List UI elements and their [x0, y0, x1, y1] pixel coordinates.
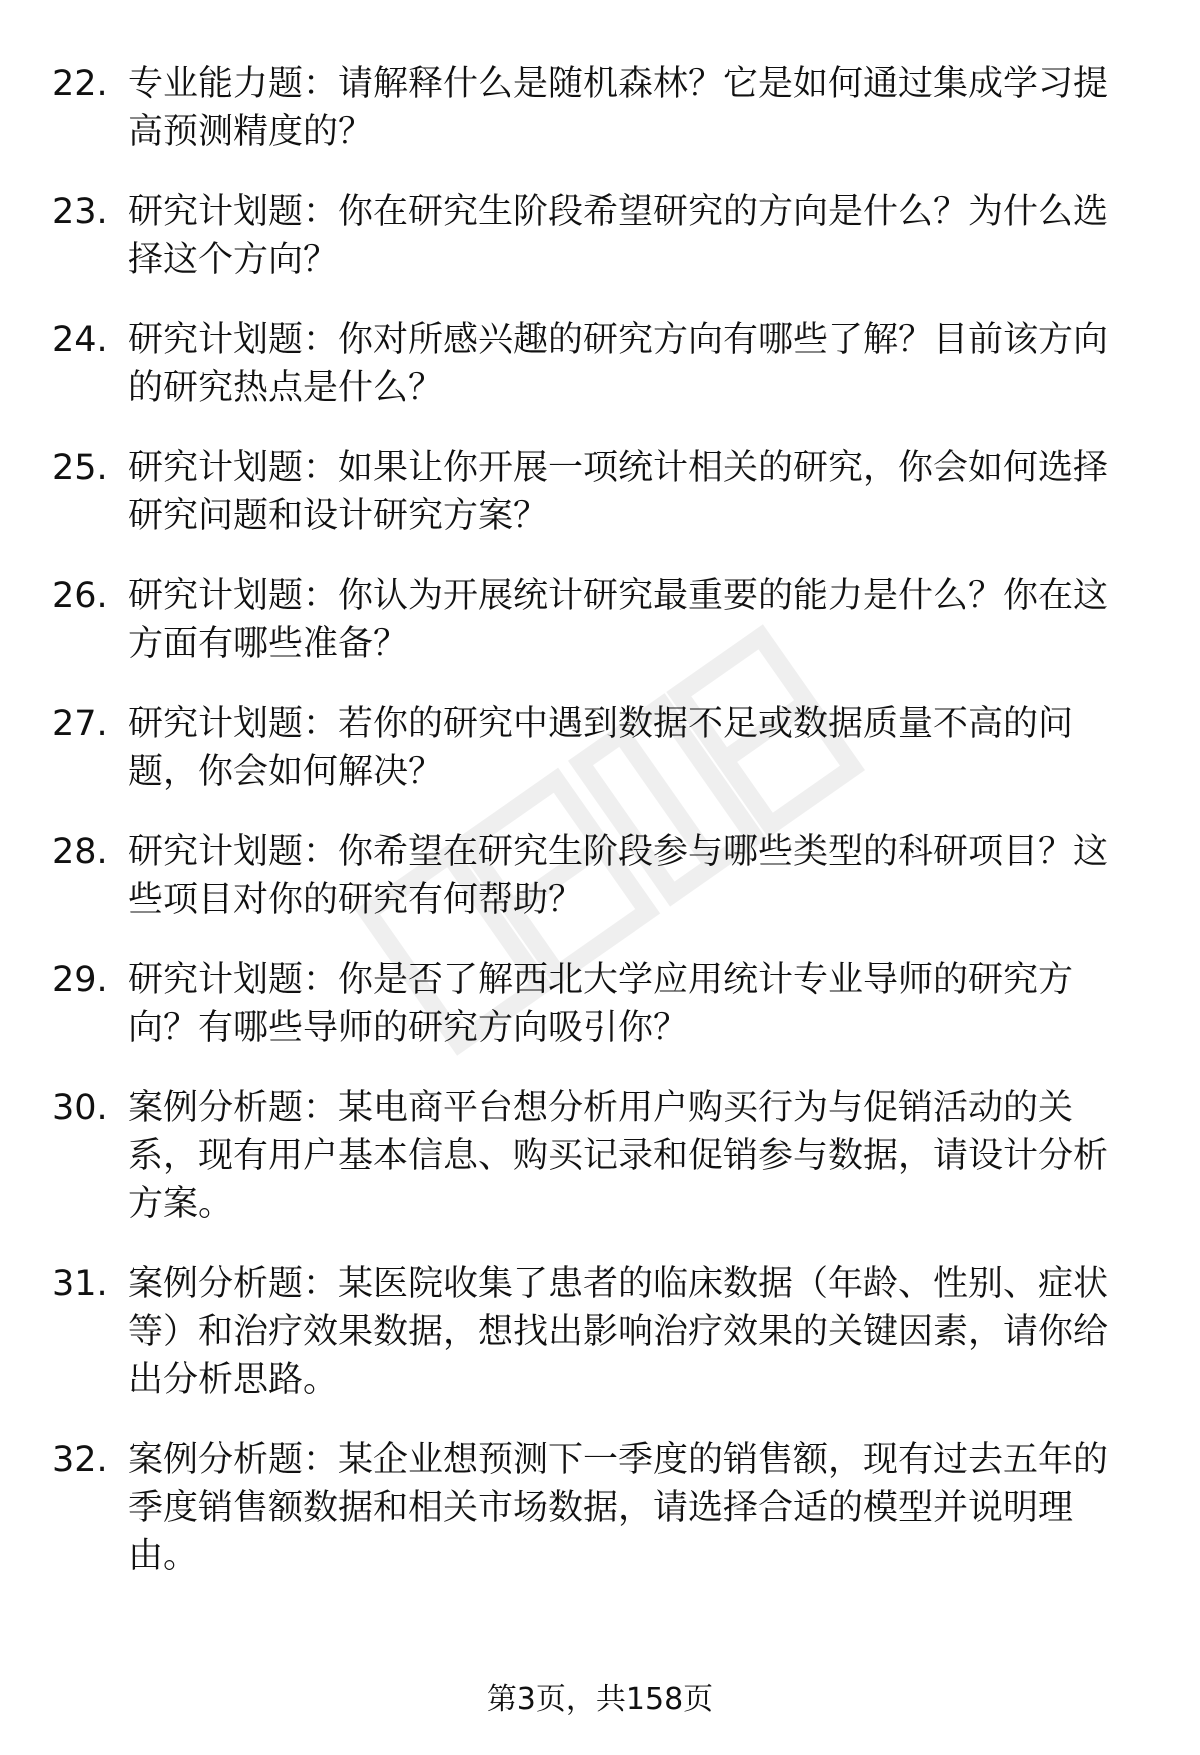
question-item-28	[52, 828, 1142, 924]
question-number: 29.	[52, 960, 108, 1000]
question-item-23	[52, 188, 1142, 284]
question-number: 30.	[52, 1088, 108, 1128]
question-text: 研究计划题：你是否了解西北大学应用统计专业导师的研究方向？有哪些导师的研究方向吸引你？	[128, 960, 1074, 1048]
question-text: 研究计划题：若你的研究中遇到数据不足或数据质量不高的问题，你会如何解决？	[128, 704, 1074, 792]
question-number: 31.	[52, 1264, 108, 1304]
question-number: 27.	[52, 704, 108, 744]
page-footer	[0, 1680, 1200, 1720]
question-item-27	[52, 700, 1142, 796]
question-item-31	[52, 1260, 1142, 1404]
question-number: 32.	[52, 1440, 108, 1480]
question-item-26	[52, 572, 1142, 668]
question-number: 23.	[52, 192, 108, 232]
question-text: 案例分析题：某电商平台想分析用户购买行为与促销活动的关系，现有用户基本信息、购买记录和促销参与数据，请设计分析方案。	[128, 1088, 1109, 1224]
question-item-22	[52, 60, 1142, 156]
question-number: 26.	[52, 576, 108, 616]
question-number: 22.	[52, 64, 108, 104]
question-text: 研究计划题：你认为开展统计研究最重要的能力是什么？你在这方面有哪些准备？	[128, 576, 1109, 664]
question-list	[52, 60, 1142, 1612]
question-text: 案例分析题：某医院收集了患者的临床数据（年龄、性别、症状等）和治疗效果数据，想找出影响治疗效果的关键因素，请你给出分析思路。	[128, 1264, 1109, 1400]
question-number: 25.	[52, 448, 108, 488]
question-item-30	[52, 1084, 1142, 1228]
question-item-29	[52, 956, 1142, 1052]
question-text: 研究计划题：如果让你开展一项统计相关的研究，你会如何选择研究问题和设计研究方案？	[128, 448, 1109, 536]
page-number-label: 第3页，共158页	[486, 1682, 714, 1717]
question-text: 专业能力题：请解释什么是随机森林？它是如何通过集成学习提高预测精度的？	[128, 64, 1109, 152]
question-number: 24.	[52, 320, 108, 360]
question-item-24	[52, 316, 1142, 412]
question-number: 28.	[52, 832, 108, 872]
question-text: 案例分析题：某企业想预测下一季度的销售额，现有过去五年的季度销售额数据和相关市场数据，请选择合适的模型并说明理由。	[128, 1440, 1109, 1576]
question-text: 研究计划题：你对所感兴趣的研究方向有哪些了解？目前该方向的研究热点是什么？	[128, 320, 1109, 408]
question-item-32	[52, 1436, 1142, 1580]
question-item-25	[52, 444, 1142, 540]
question-text: 研究计划题：你希望在研究生阶段参与哪些类型的科研项目？这些项目对你的研究有何帮助？	[128, 832, 1109, 920]
question-text: 研究计划题：你在研究生阶段希望研究的方向是什么？为什么选择这个方向？	[128, 192, 1109, 280]
